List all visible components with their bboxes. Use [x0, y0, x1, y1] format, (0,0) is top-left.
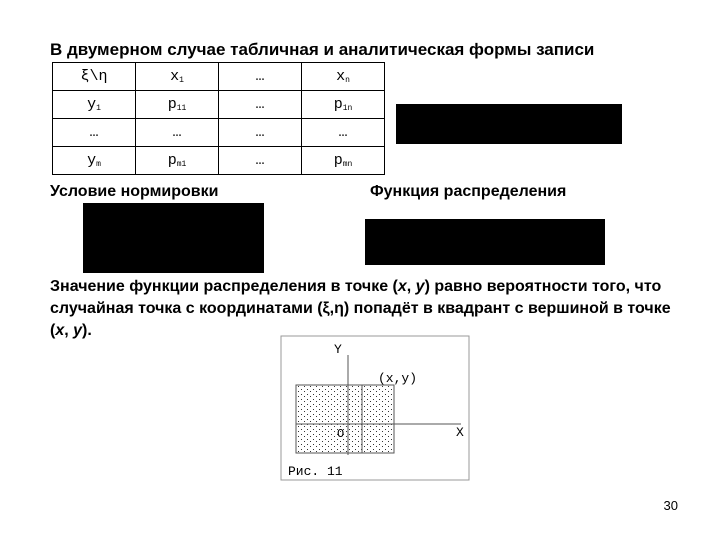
table-cell: [219, 91, 302, 119]
table-row: [53, 147, 385, 175]
cell-main-text: x: [336, 68, 346, 85]
cell-main-text: …: [255, 124, 265, 141]
formula-image-probability: [396, 104, 622, 144]
table-cell: [302, 91, 385, 119]
cell-main-text: p: [167, 96, 177, 113]
table-row: [53, 91, 385, 119]
probability-table: [52, 62, 385, 175]
figure-caption: Рис. 11: [288, 464, 343, 479]
cell-subscript: m1: [176, 160, 187, 169]
explanation-paragraph: Значение функции распределения в точке (x, y) равно вероятности того, что случайная точка с координатами (ξ,η) попадёт в квадрант с вершиной в точке (x, y).: [50, 278, 671, 339]
shaded-quadrant: [296, 385, 394, 453]
table-cell: [136, 119, 219, 147]
cell-subscript: mn: [342, 160, 353, 169]
formula-image-normalization: [83, 203, 264, 273]
cell-main-text: y: [87, 96, 97, 113]
formula-image-distribution: [365, 219, 605, 265]
table-cell: [302, 119, 385, 147]
y-axis-label: Y: [334, 342, 342, 357]
table-cell: [136, 63, 219, 91]
cell-subscript: n: [345, 76, 350, 85]
table-cell: [302, 63, 385, 91]
cell-main-text: p: [333, 152, 343, 169]
slide-heading: В двумерном случае табличная и аналитическая формы записи: [50, 40, 595, 59]
table-cell: [53, 147, 136, 175]
cell-main-text: …: [89, 124, 99, 141]
cell-main-text: …: [255, 96, 265, 113]
quadrant-figure: [276, 333, 476, 483]
cell-main-text: x: [170, 68, 180, 85]
table-cell: [302, 147, 385, 175]
page-number: 30: [663, 498, 678, 513]
x-axis-label: X: [456, 425, 464, 440]
table-cell: [219, 147, 302, 175]
cell-main-text: ξ\η: [80, 68, 108, 85]
table-cell: [53, 63, 136, 91]
table-cell: [53, 91, 136, 119]
cell-subscript: m: [96, 160, 101, 169]
cell-main-text: …: [338, 124, 348, 141]
cell-main-text: …: [255, 152, 265, 169]
table-cell: [136, 147, 219, 175]
cell-main-text: p: [333, 96, 343, 113]
table-row: [53, 63, 385, 91]
cell-main-text: p: [167, 152, 177, 169]
cell-main-text: …: [172, 124, 182, 141]
cell-subscript: 1n: [342, 104, 353, 113]
table-row: [53, 119, 385, 147]
distribution-label: Функция распределения: [370, 183, 567, 200]
cell-main-text: y: [87, 152, 97, 169]
origin-label: O: [337, 427, 345, 441]
table-cell: [53, 119, 136, 147]
table-cell: [219, 63, 302, 91]
table-cell: [136, 91, 219, 119]
point-label: (x,y): [378, 371, 418, 386]
table-cell: [219, 119, 302, 147]
cell-subscript: 1: [96, 104, 101, 113]
cell-subscript: 11: [176, 104, 187, 113]
cell-subscript: 1: [179, 76, 184, 85]
cell-main-text: …: [255, 68, 265, 85]
normalization-label: Условие нормировки: [50, 183, 219, 200]
